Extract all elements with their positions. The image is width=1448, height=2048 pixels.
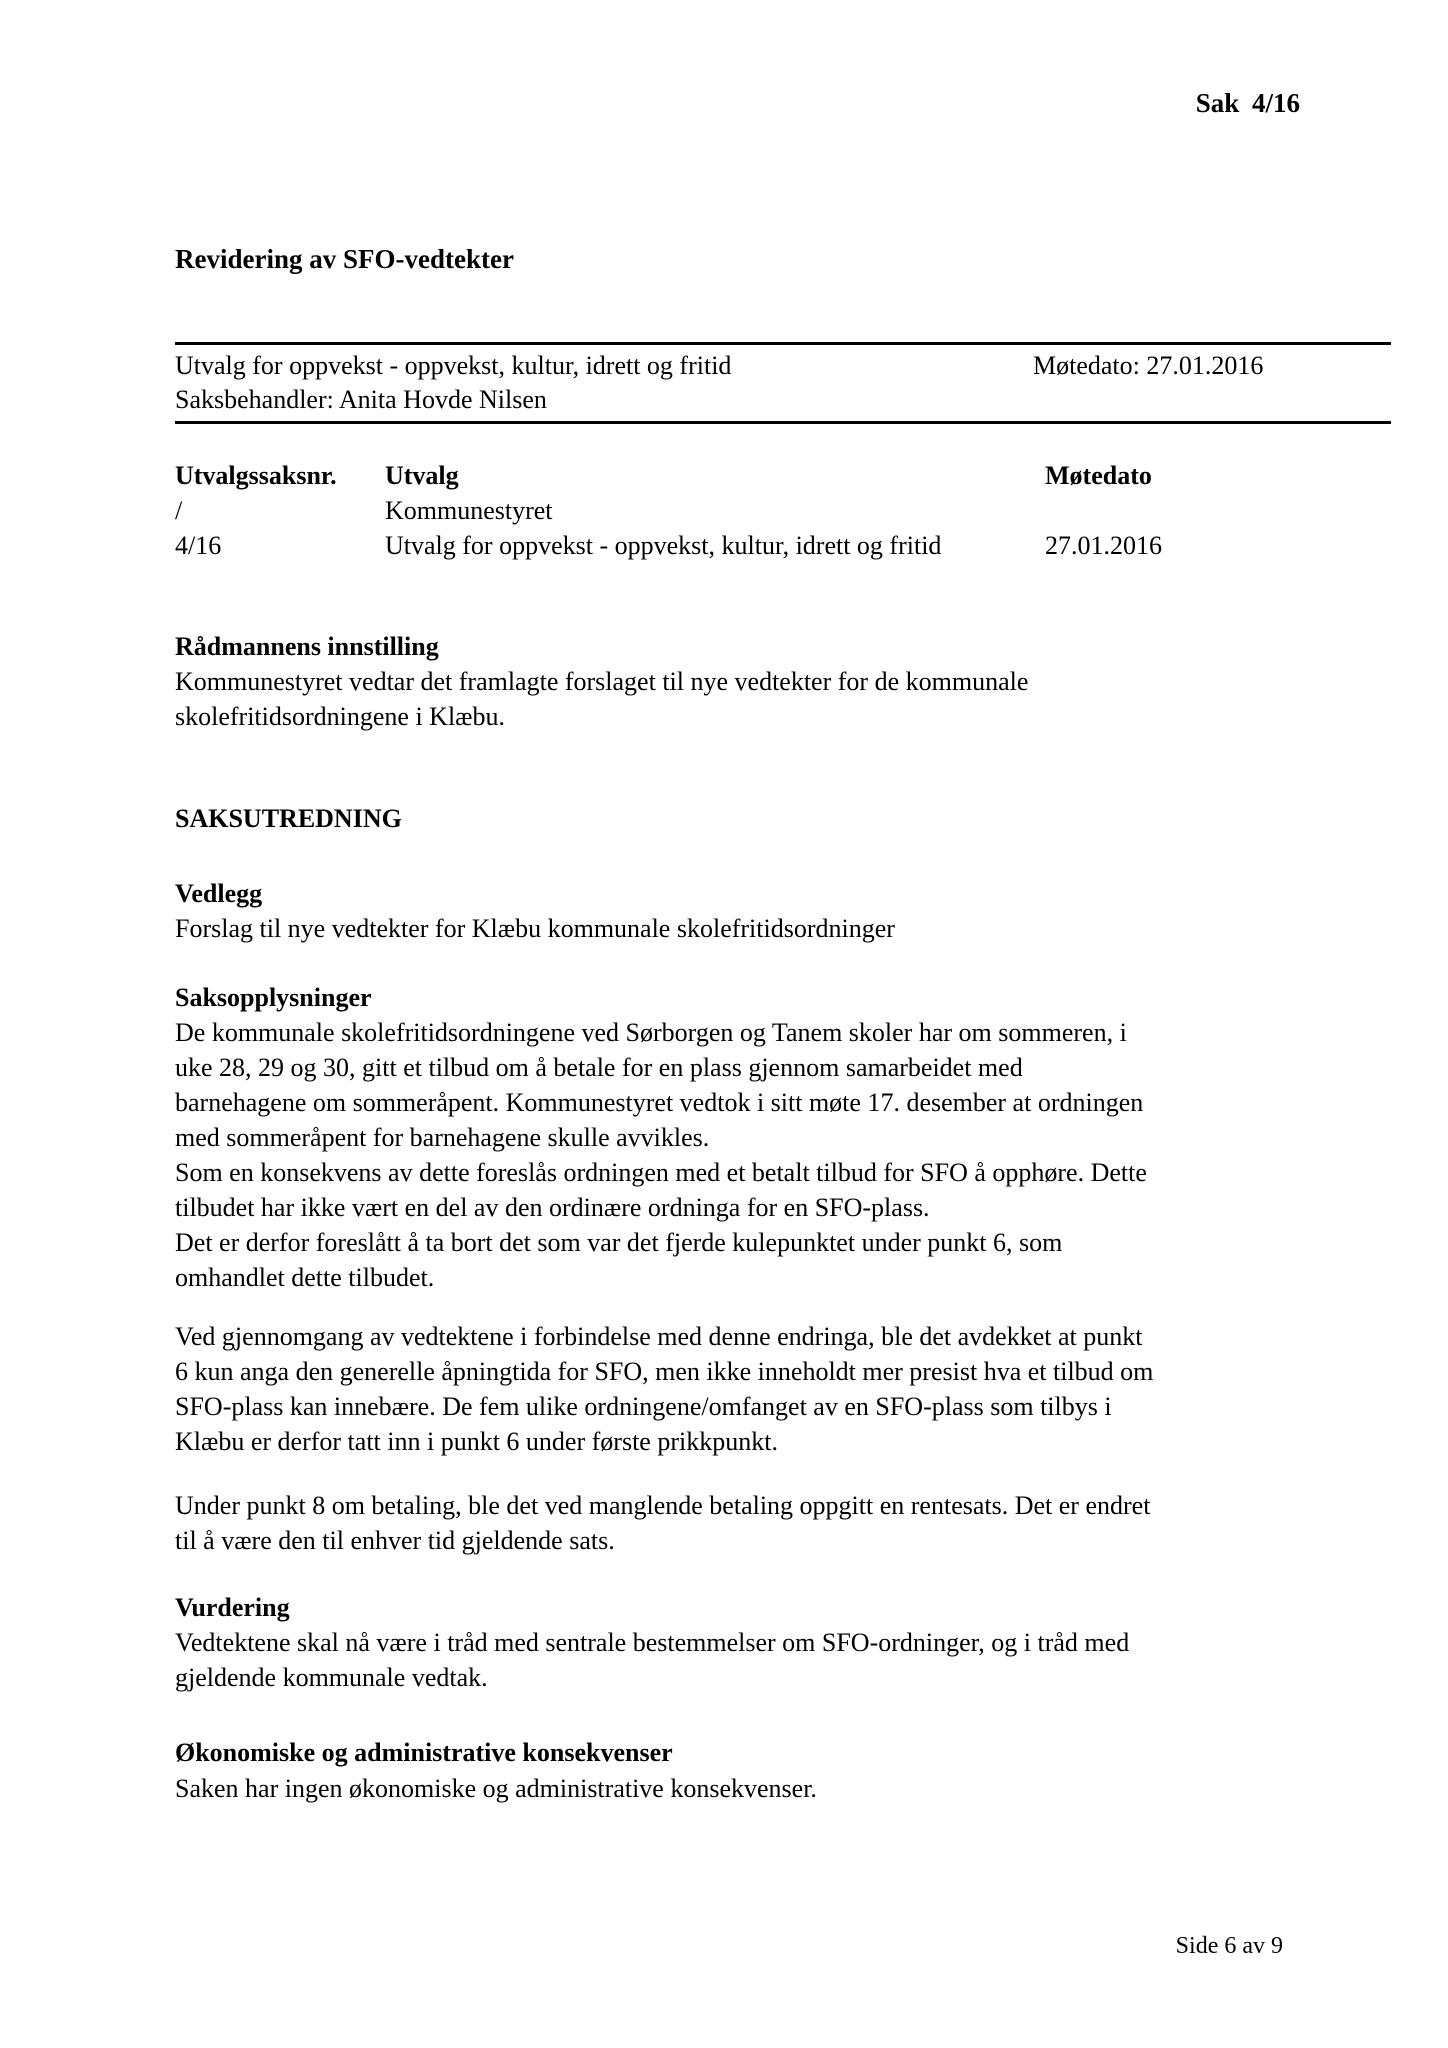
text-line: med sommeråpent for barnehagene skulle avvikles. <box>175 1123 710 1152</box>
page-title: Revidering av SFO-vedtekter <box>175 244 514 274</box>
text-line: barnehagene om sommeråpent. Kommunestyret vedtok i sitt møte 17. desember at ordningen <box>175 1088 1144 1117</box>
table-cell-utvalg: Kommunestyret <box>385 496 553 525</box>
section-heading: Rådmannens innstilling <box>175 632 439 661</box>
column-header-saksnr: Utvalgssaksnr. <box>175 461 337 490</box>
committee-row <box>175 349 1391 383</box>
text-line: 6 kun anga den generelle åpningtida for SFO, men ikke inneholdt mer presist hva et tilbud om <box>175 1357 1154 1386</box>
meeting-date: Møtedato: 27.01.2016 <box>1033 351 1264 380</box>
page-number: Side 6 av 9 <box>1175 1933 1283 1959</box>
text-line: De kommunale skolefritidsordningene ved Sørborgen og Tanem skoler har om sommeren, i <box>175 1018 1127 1047</box>
section-saksopplysninger <box>175 980 1425 1295</box>
section-okonomiske <box>175 1734 1425 1806</box>
paragraph-betaling <box>175 1488 1425 1558</box>
case-reference: Sak 4/16 <box>1195 88 1300 118</box>
section-heading: Saksopplysninger <box>175 983 372 1012</box>
text-line: Som en konsekvens av dette foreslås ordningen med et betalt tilbud for SFO å opphøre. Dette <box>175 1158 1147 1187</box>
section-heading: Vurdering <box>175 1593 290 1622</box>
table-cell-utvalg: Utvalg for oppvekst - oppvekst, kultur, idrett og fritid <box>385 531 942 560</box>
text-line: Vedtektene skal nå være i tråd med sentrale bestemmelser om SFO-ordninger, og i tråd med <box>175 1628 1130 1657</box>
case-table <box>175 458 1391 563</box>
section-vurdering <box>175 1590 1425 1695</box>
caseworker-row <box>175 383 1391 417</box>
text-line: til å være den til enhver tid gjeldende sats. <box>175 1526 615 1555</box>
section-vedlegg <box>175 876 1391 946</box>
column-header-motedato: Møtedato <box>1045 461 1152 490</box>
section-heading-saksutredning: SAKSUTREDNING <box>175 804 402 833</box>
text-line: omhandlet dette tilbudet. <box>175 1263 435 1292</box>
text-line: skolefritidsordningene i Klæbu. <box>175 702 506 731</box>
table-cell-saksnr: / <box>175 496 183 525</box>
case-header-block <box>175 342 1391 424</box>
text-line: tilbudet har ikke vært en del av den ordinære ordninga for en SFO-plass. <box>175 1193 930 1222</box>
text-line: Klæbu er derfor tatt inn i punkt 6 under første prikkpunkt. <box>175 1427 778 1456</box>
text-line: uke 28, 29 og 30, gitt et tilbud om å betale for en plass gjennom samarbeidet med <box>175 1053 1023 1082</box>
text-line: gjeldende kommunale vedtak. <box>175 1663 488 1692</box>
section-heading: Økonomiske og administrative konsekvenser <box>175 1738 673 1767</box>
text-line: Det er derfor foreslått å ta bort det som var det fjerde kulepunktet under punkt 6, som <box>175 1228 1063 1257</box>
text-line: Under punkt 8 om betaling, ble det ved manglende betaling oppgitt en rentesats. Det er endret <box>175 1491 1151 1520</box>
text-line: SFO-plass kan innebære. De fem ulike ordningene/omfanget av en SFO-plass som tilbys i <box>175 1392 1112 1421</box>
text-line: Forslag til nye vedtekter for Klæbu kommunale skolefritidsordninger <box>175 914 895 943</box>
caseworker-name: Saksbehandler: Anita Hovde Nilsen <box>175 385 547 414</box>
table-cell-saksnr: 4/16 <box>175 531 222 560</box>
section-innstilling <box>175 629 1391 734</box>
text-line: Kommunestyret vedtar det framlagte forslaget til nye vedtekter for de kommunale <box>175 667 1029 696</box>
section-heading: Vedlegg <box>175 879 263 908</box>
table-cell-dato <box>1045 493 1391 528</box>
column-header-utvalg: Utvalg <box>385 461 459 490</box>
text-line: Saken har ingen økonomiske og administrative konsekvenser. <box>175 1774 817 1803</box>
text-line: Ved gjennomgang av vedtektene i forbindelse med denne endringa, ble det avdekket at punkt <box>175 1322 1143 1351</box>
paragraph-gjennomgang <box>175 1319 1425 1459</box>
committee-name: Utvalg for oppvekst - oppvekst, kultur, idrett og fritid <box>175 351 732 380</box>
table-cell-dato: 27.01.2016 <box>1045 531 1162 560</box>
